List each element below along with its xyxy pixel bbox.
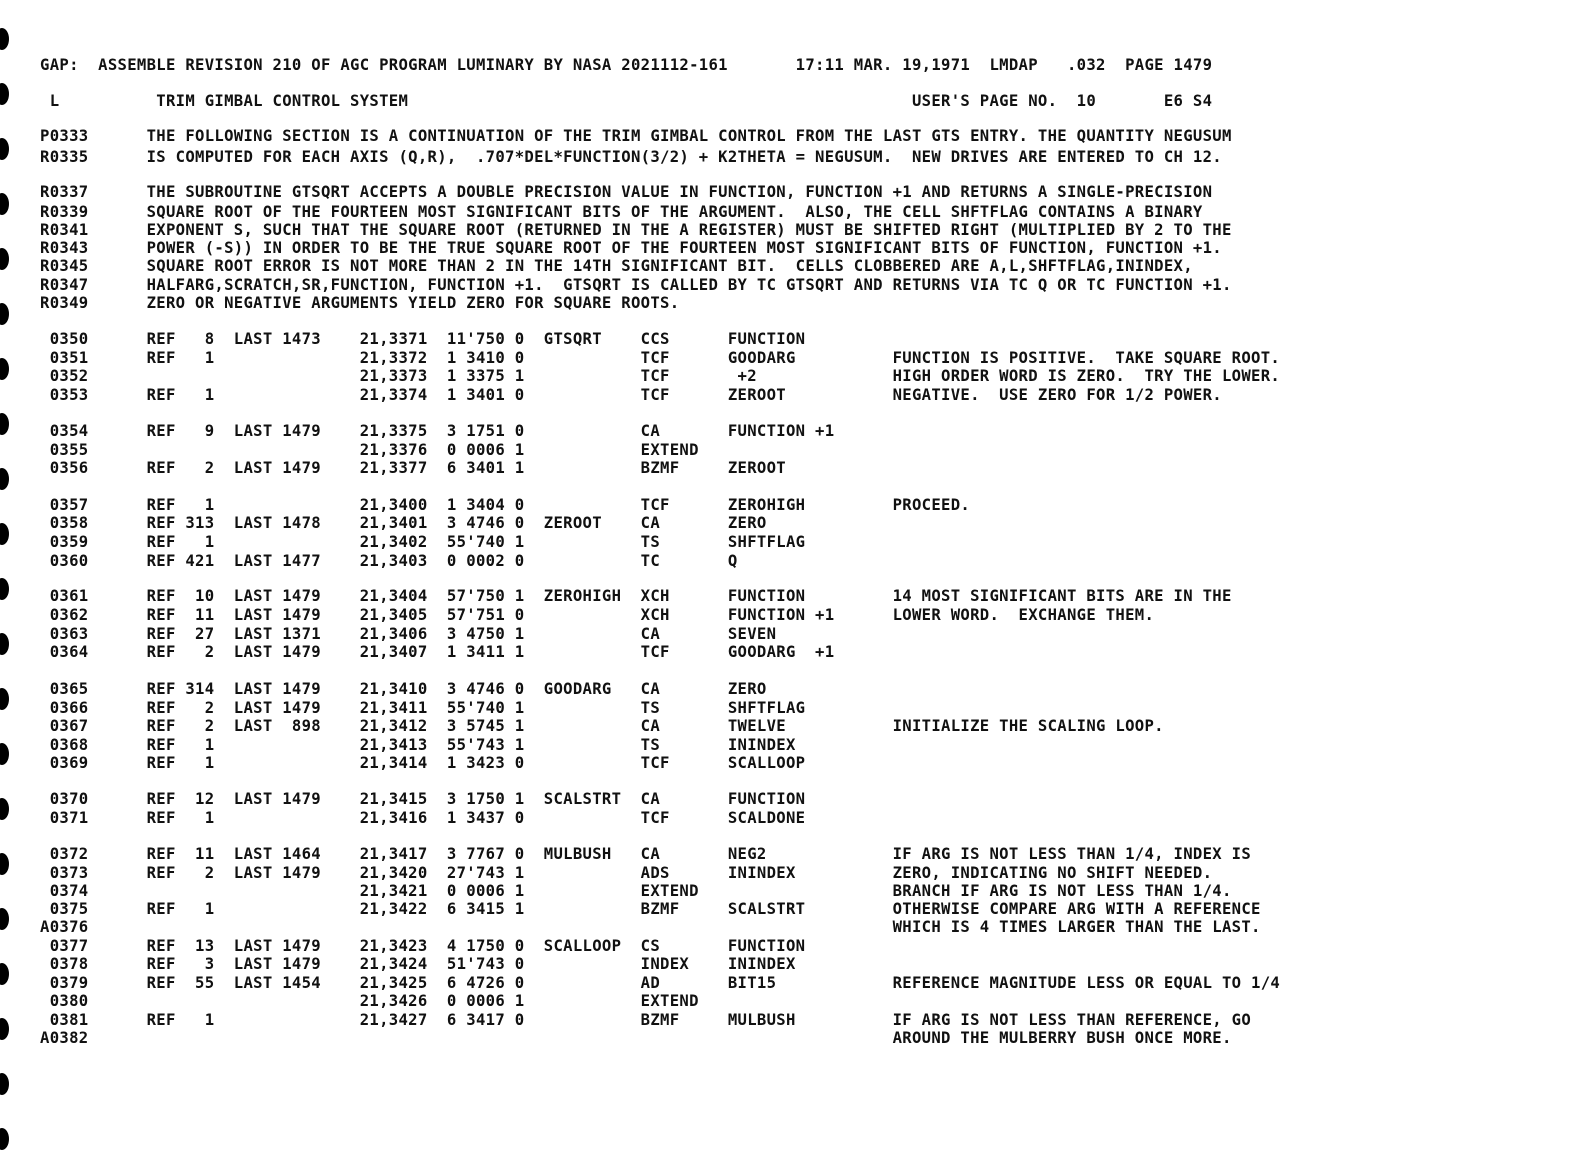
code-line: 0377 REF 13 LAST 1479 21,3423 4 1750 0 SCALLOOP CS FUNCTION (40, 937, 806, 955)
comment-line: R0347 HALFARG,SCRATCH,SR,FUNCTION, FUNCTION +1. GTSQRT IS CALLED BY TC GTSQRT AND RETURNS VIA TC Q OR TC FUNCTION +1. (40, 276, 1232, 294)
code-line: 0361 REF 10 LAST 1479 21,3404 57'750 1 ZEROHIGH XCH FUNCTION 14 MOST SIGNIFICANT BITS ARE IN THE (40, 587, 1232, 605)
code-line: 0367 REF 2 LAST 898 21,3412 3 5745 1 CA TWELVE INITIALIZE THE SCALING LOOP. (40, 717, 1164, 735)
punch-hole (0, 1128, 9, 1150)
code-line: A0382 AROUND THE MULBERRY BUSH ONCE MORE. (40, 1029, 1232, 1047)
punch-hole (0, 633, 9, 655)
punch-hole (0, 83, 9, 105)
punch-hole (0, 358, 9, 380)
code-line: 0356 REF 2 LAST 1479 21,3377 6 3401 1 BZMF ZEROOT (40, 459, 786, 477)
code-line: 0374 21,3421 0 0006 1 EXTEND BRANCH IF ARG IS NOT LESS THAN 1/4. (40, 882, 1232, 900)
comment-line: R0345 SQUARE ROOT ERROR IS NOT MORE THAN 2 IN THE 14TH SIGNIFICANT BIT. CELLS CLOBBERED ARE A,L,SHFTFLAG,ININDEX, (40, 257, 1193, 275)
comment-line: R0335 IS COMPUTED FOR EACH AXIS (Q,R), .707*DEL*FUNCTION(3/2) + K2THETA = NEGUSUM. NEW DRIVES ARE ENTERED TO CH 12. (40, 148, 1222, 166)
punch-hole (0, 303, 9, 325)
code-line: 0368 REF 1 21,3413 55'743 1 TS ININDEX (40, 736, 796, 754)
comment-line: R0343 POWER (-S)) IN ORDER TO BE THE TRUE SQUARE ROOT OF THE FOURTEEN MOST SIGNIFICANT BITS OF FUNCTION, FUNCTION +1. (40, 239, 1222, 257)
punch-hole (0, 688, 9, 710)
comment-line: R0339 SQUARE ROOT OF THE FOURTEEN MOST SIGNIFICANT BITS OF THE ARGUMENT. ALSO, THE CELL SHFTFLAG CONTAINS A BINARY (40, 203, 1203, 221)
code-line: 0378 REF 3 LAST 1479 21,3424 51'743 0 INDEX ININDEX (40, 955, 796, 973)
code-line: 0355 21,3376 0 0006 1 EXTEND (40, 441, 699, 459)
page-header: GAP: ASSEMBLE REVISION 210 OF AGC PROGRAM LUMINARY BY NASA 2021112-161 17:11 MAR. 19,1971 LMDAP .032 PAGE 1479 (40, 56, 1213, 74)
punch-hole (0, 413, 9, 435)
code-line: A0376 WHICH IS 4 TIMES LARGER THAN THE LAST. (40, 918, 1261, 936)
code-line: 0354 REF 9 LAST 1479 21,3375 3 1751 0 CA FUNCTION +1 (40, 422, 835, 440)
punch-hole (0, 963, 9, 985)
code-line: 0352 21,3373 1 3375 1 TCF +2 HIGH ORDER WORD IS ZERO. TRY THE LOWER. (40, 367, 1281, 385)
punch-hole (0, 248, 9, 270)
comment-line: R0341 EXPONENT S, SUCH THAT THE SQUARE ROOT (RETURNED IN THE A REGISTER) MUST BE SHIFTED RIGHT (MULTIPLIED BY 2 TO THE (40, 221, 1232, 239)
punch-hole (0, 193, 9, 215)
punch-hole (0, 468, 9, 490)
code-line: 0363 REF 27 LAST 1371 21,3406 3 4750 1 CA SEVEN (40, 625, 777, 643)
code-line: 0365 REF 314 LAST 1479 21,3410 3 4746 0 GOODARG CA ZERO (40, 680, 767, 698)
punch-hole (0, 798, 9, 820)
comment-line: P0333 THE FOLLOWING SECTION IS A CONTINUATION OF THE TRIM GIMBAL CONTROL FROM THE LAST GTS ENTRY. THE QUANTITY NEGUSUM (40, 127, 1232, 145)
code-line: 0364 REF 2 LAST 1479 21,3407 1 3411 1 TCF GOODARG +1 (40, 643, 835, 661)
code-line: 0359 REF 1 21,3402 55'740 1 TS SHFTFLAG (40, 533, 806, 551)
punch-hole (0, 578, 9, 600)
code-line: 0362 REF 11 LAST 1479 21,3405 57'751 0 XCH FUNCTION +1 LOWER WORD. EXCHANGE THEM. (40, 606, 1155, 624)
punch-hole (0, 743, 9, 765)
code-line: 0366 REF 2 LAST 1479 21,3411 55'740 1 TS SHFTFLAG (40, 699, 806, 717)
punch-hole (0, 1073, 9, 1095)
code-line: 0350 REF 8 LAST 1473 21,3371 11'750 0 GTSQRT CCS FUNCTION (40, 330, 806, 348)
code-line: 0351 REF 1 21,3372 1 3410 0 TCF GOODARG FUNCTION IS POSITIVE. TAKE SQUARE ROOT. (40, 349, 1281, 367)
code-line: 0372 REF 11 LAST 1464 21,3417 3 7767 0 MULBUSH CA NEG2 IF ARG IS NOT LESS THAN 1/4, INDEX IS (40, 845, 1252, 863)
punch-hole (0, 28, 9, 50)
punch-hole (0, 138, 9, 160)
code-line: 0357 REF 1 21,3400 1 3404 0 TCF ZEROHIGH PROCEED. (40, 496, 971, 514)
code-line: 0373 REF 2 LAST 1479 21,3420 27'743 1 ADS ININDEX ZERO, INDICATING NO SHIFT NEEDED. (40, 864, 1213, 882)
comment-line: R0337 THE SUBROUTINE GTSQRT ACCEPTS A DOUBLE PRECISION VALUE IN FUNCTION, FUNCTION +1 AND RETURNS A SINGLE-PRECISION (40, 183, 1213, 201)
punch-hole (0, 908, 9, 930)
code-line: 0380 21,3426 0 0006 1 EXTEND (40, 992, 699, 1010)
code-line: 0369 REF 1 21,3414 1 3423 0 TCF SCALLOOP (40, 754, 806, 772)
comment-line: R0349 ZERO OR NEGATIVE ARGUMENTS YIELD ZERO FOR SQUARE ROOTS. (40, 294, 680, 312)
code-line: 0381 REF 1 21,3427 6 3417 0 BZMF MULBUSH IF ARG IS NOT LESS THAN REFERENCE, GO (40, 1011, 1252, 1029)
code-line: 0360 REF 421 LAST 1477 21,3403 0 0002 0 TC Q (40, 552, 738, 570)
code-line: 0371 REF 1 21,3416 1 3437 0 TCF SCALDONE (40, 809, 806, 827)
code-line: 0353 REF 1 21,3374 1 3401 0 TCF ZEROOT NEGATIVE. USE ZERO FOR 1/2 POWER. (40, 386, 1222, 404)
section-header: L TRIM GIMBAL CONTROL SYSTEM USER'S PAGE NO. 10 E6 S4 (40, 92, 1213, 110)
code-line: 0375 REF 1 21,3422 6 3415 1 BZMF SCALSTRT OTHERWISE COMPARE ARG WITH A REFERENCE (40, 900, 1261, 918)
punch-hole (0, 853, 9, 875)
code-line: 0370 REF 12 LAST 1479 21,3415 3 1750 1 SCALSTRT CA FUNCTION (40, 790, 806, 808)
punch-hole (0, 523, 9, 545)
punch-hole (0, 1018, 9, 1040)
code-line: 0358 REF 313 LAST 1478 21,3401 3 4746 0 ZEROOT CA ZERO (40, 514, 767, 532)
code-line: 0379 REF 55 LAST 1454 21,3425 6 4726 0 AD BIT15 REFERENCE MAGNITUDE LESS OR EQUAL TO 1/4 (40, 974, 1281, 992)
